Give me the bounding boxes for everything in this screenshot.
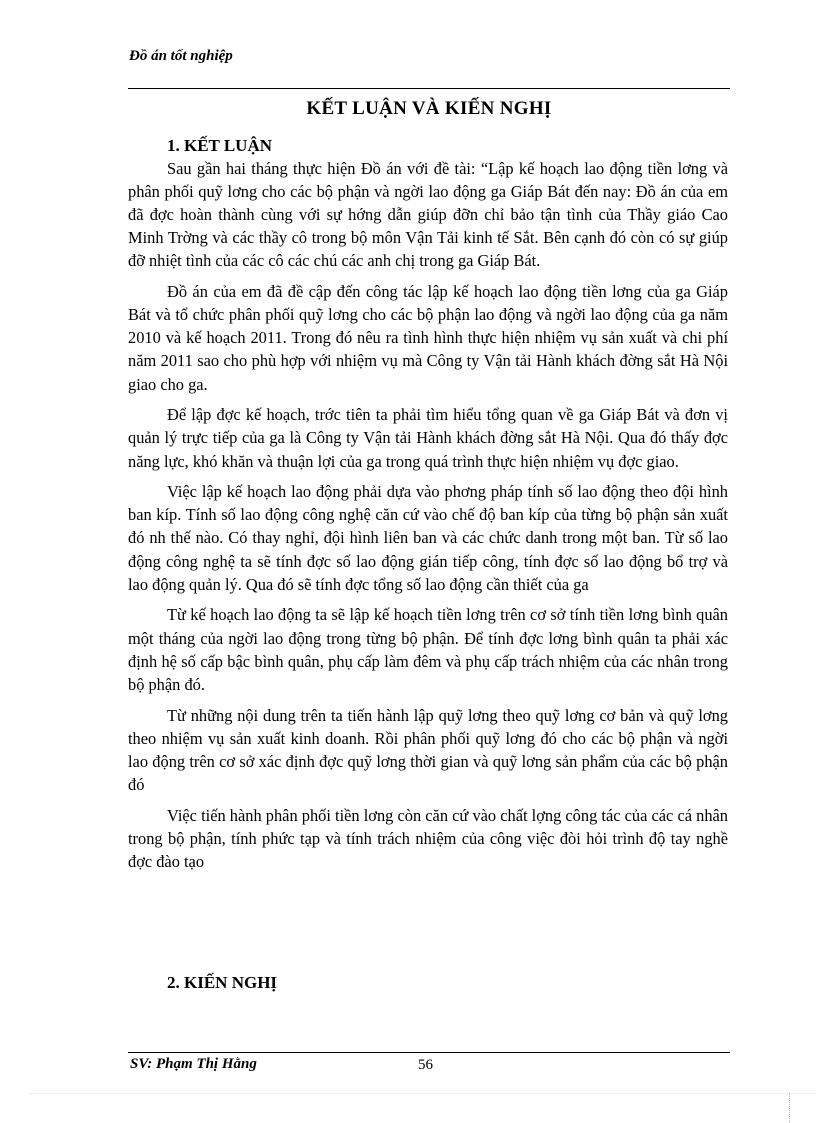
section-heading-conclusion: 1. KẾT LUẬN <box>167 136 273 155</box>
paragraph: Việc lập kế hoạch lao động phải dựa vào phơng pháp tính số lao động theo đội hình ban kíp. Tính số lao động công nghệ căn cứ vào chế độ ban kíp của từng bộ phận sản xuất đó nh thế nào. Có thay nghỉ, đội hình liên ban và các chức danh trong một ban. Từ số lao động công nghệ ta sẽ tính đợc số lao động gián tiếp công, tính đợc số lao động bổ trợ và lao động quản lý. Qua đó sẽ tính đợc tổng số lao động cần thiết của ga <box>128 482 728 594</box>
paragraph: Việc tiến hành phân phối tiền lơng còn căn cứ vào chất lợng công tác của các cá nhân trong bộ phận, tính phức tạp và tính trách nhiệm của công việc đòi hỏi trình độ tay nghề đợc đào tạo <box>128 805 728 871</box>
paragraph: Từ những nội dung trên ta tiến hành lập quỹ lơng theo quỹ lơng cơ bản và quỹ lơng theo nhiệm vụ sản xuất kinh doanh. Rồi phân phối quỹ lơng đó cho các bộ phận và ngời lao động trên cơ sở xác định đợc quỹ lơng thời gian và quỹ lơng sản phẩm của các bộ phận đó <box>128 705 728 794</box>
student-name: SV: Phạm Thị Hằng <box>130 1056 257 1072</box>
page-corner-dotted-rule <box>789 1093 790 1123</box>
header-rule <box>128 88 730 89</box>
paragraph: Để lập đợc kế hoạch, trớc tiên ta phải tìm hiểu tổng quan về ga Giáp Bát và đơn vị quản lý trực tiếp của ga là Công ty Vận tải Hành khách đờng sắt Hà Nội. Qua đó thấy đợc năng lực, khó khăn và thuận lợi của ga trong quá trình thực hiện nhiệm vụ đợc giao. <box>128 405 728 471</box>
document-header-label: Đồ án tốt nghiệp <box>129 48 233 64</box>
paragraph: Sau gần hai tháng thực hiện Đồ án với đề tài: “Lập kế hoạch lao động tiền lơng và phân phối quỹ lơng cho các bộ phận và ngời lao động ga Giáp Bát đến nay: Đồ án của em đã đợc hoàn thành cùng với sự hớng dẫn giúp đỡn chỉ bảo tận tình của Thầy giáo Cao Minh Trờng và các thầy cô trong bộ môn Vận Tải kinh tế Sắt. Bên cạnh đó còn có sự giúp đỡ nhiệt tình của các cô các chú các anh chị trong ga Giáp Bát. <box>128 159 728 271</box>
page-title: KẾT LUẬN VÀ KIẾN NGHỊ <box>306 98 552 119</box>
paragraph: Đồ án của em đã đề cập đến công tác lập kế hoạch lao động tiền lơng của ga Giáp Bát và tổ chức phân phối quỹ lơng cho các bộ phận lao động và ngời lao động của ga năm 2010 và kế hoạch 2011. Trong đó nêu ra tình hình thực hiện nhiệm vụ sản xuất và chi phí năm 2011 sao cho phù hợp với nhiệm vụ mà Công ty Vận tải Hành khách đờng sắt Hà Nội giao cho ga. <box>128 282 728 394</box>
conclusion-body <box>128 157 728 881</box>
paragraph: Từ kế hoạch lao động ta sẽ lập kế hoạch tiền lơng trên cơ sở tính tiền lơng bình quân một tháng của ngời lao động trong từng bộ phận. Để tính đợc lơng bình quân ta phải xác định hệ số cấp bậc bình quân, phụ cấp làm đêm và phụ cấp trách nhiệm của các nhân trong bộ phận đó. <box>128 605 728 694</box>
page-number: 56 <box>418 1057 433 1073</box>
footer-rule <box>128 1052 730 1053</box>
page-edge-dotted-rule <box>30 1093 816 1094</box>
section-heading-recommendation: 2. KIẾN NGHỊ <box>167 973 278 992</box>
